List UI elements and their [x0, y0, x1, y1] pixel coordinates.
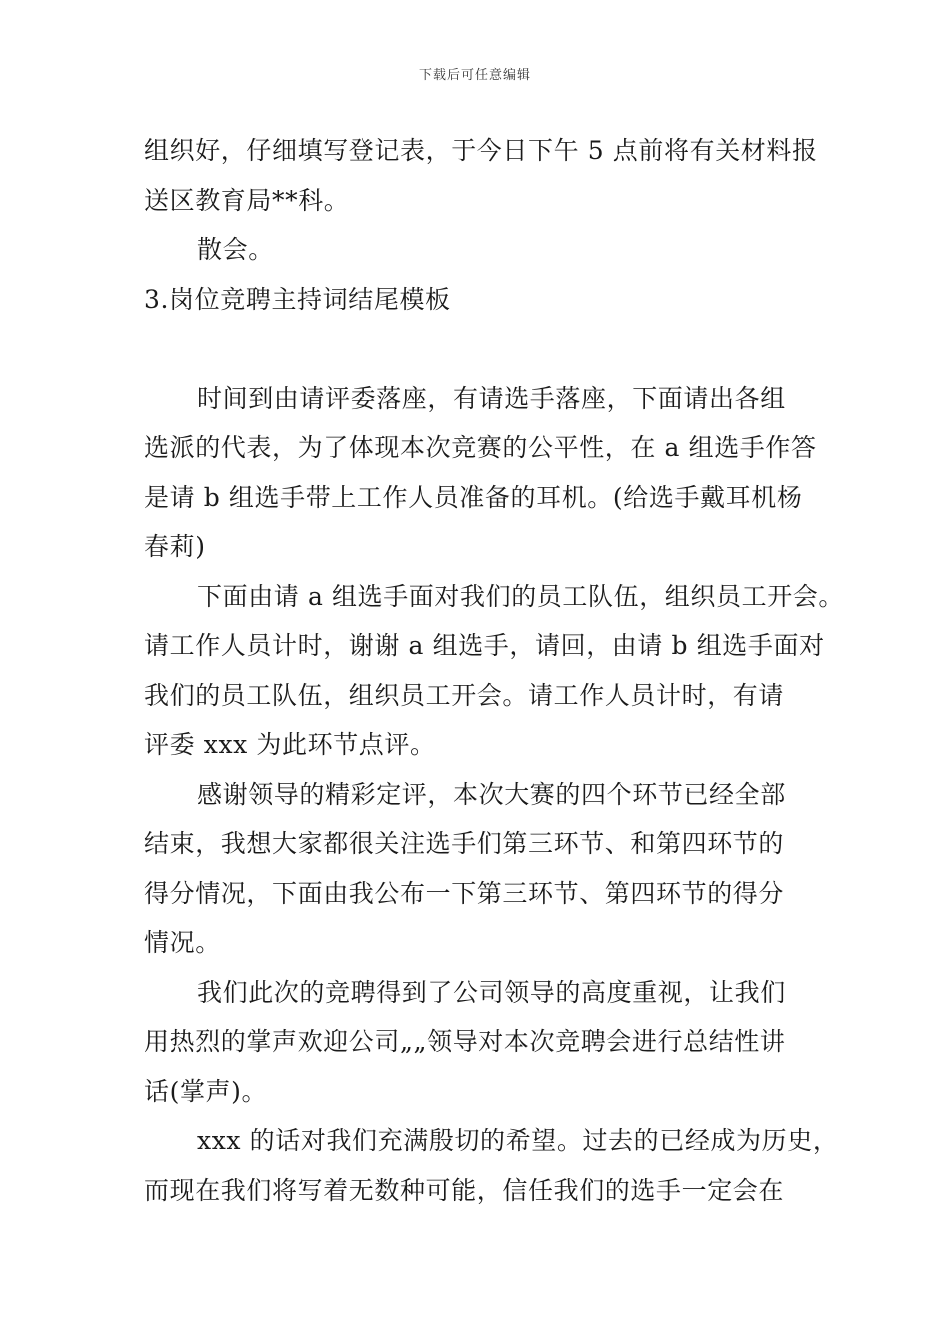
text-line: 感谢领导的精彩定评，本次大赛的四个环节已经全部 [197, 779, 786, 809]
text-line: 我们此次的竞聘得到了公司领导的高度重视，让我们 [197, 977, 786, 1007]
text-line: 得分情况，下面由我公布一下第三环节、第四环节的得分 [144, 878, 785, 908]
paragraph [144, 572, 845, 770]
text-line: 用热烈的掌声欢迎公司„„领导对本次竞聘会进行总结性讲 [144, 1027, 786, 1056]
text-line: 下面由请 a 组选手面对我们的员工队伍，组织员工开会。 [197, 581, 845, 611]
text-line: 结束，我想大家都很关注选手们第三环节、和第四环节的 [144, 829, 785, 858]
download-note: 下载后可任意编辑 [418, 68, 531, 83]
paragraph [144, 126, 834, 225]
document-body [144, 126, 845, 1215]
text-line: 组织好，仔细填写登记表，于今日下午 5 点前将有关材料报 [144, 136, 818, 165]
text-line: 时间到由请评委落座，有请选手落座，下面请出各组 [197, 383, 786, 413]
text-line: 我们的员工队伍，组织员工开会。请工作人员计时，有请 [144, 680, 785, 710]
text-line: 散会。 [197, 235, 274, 264]
heading-line: 3.岗位竞聘主持词结尾模板 [144, 284, 451, 314]
text-line: 春莉) [144, 532, 206, 561]
text-line: 请工作人员计时，谢谢 a 组选手，请回，由请 b 组选手面对 [144, 631, 825, 660]
paragraph [144, 1116, 839, 1215]
section-heading [144, 275, 834, 325]
paragraph [144, 770, 834, 968]
text-line: 送区教育局**科。 [144, 185, 350, 215]
blank-line [144, 324, 834, 374]
text-line: 评委 xxx 为此环节点评。 [144, 730, 436, 759]
text-line: 话(掌声)。 [144, 1076, 268, 1106]
text-line: 选派的代表，为了体现本次竞赛的公平性，在 a 组选手作答 [144, 433, 817, 462]
text-line: 而现在我们将写着无数种可能，信任我们的选手一定会在 [144, 1175, 785, 1205]
paragraph [144, 225, 834, 275]
text-line: 情况。 [144, 928, 221, 957]
text-line: 是请 b 组选手带上工作人员准备的耳机。(给选手戴耳机杨 [144, 482, 803, 512]
paragraph [144, 968, 834, 1117]
paragraph [144, 374, 834, 572]
text-line: xxx 的话对我们充满殷切的希望。过去的已经成为历史， [197, 1126, 839, 1155]
